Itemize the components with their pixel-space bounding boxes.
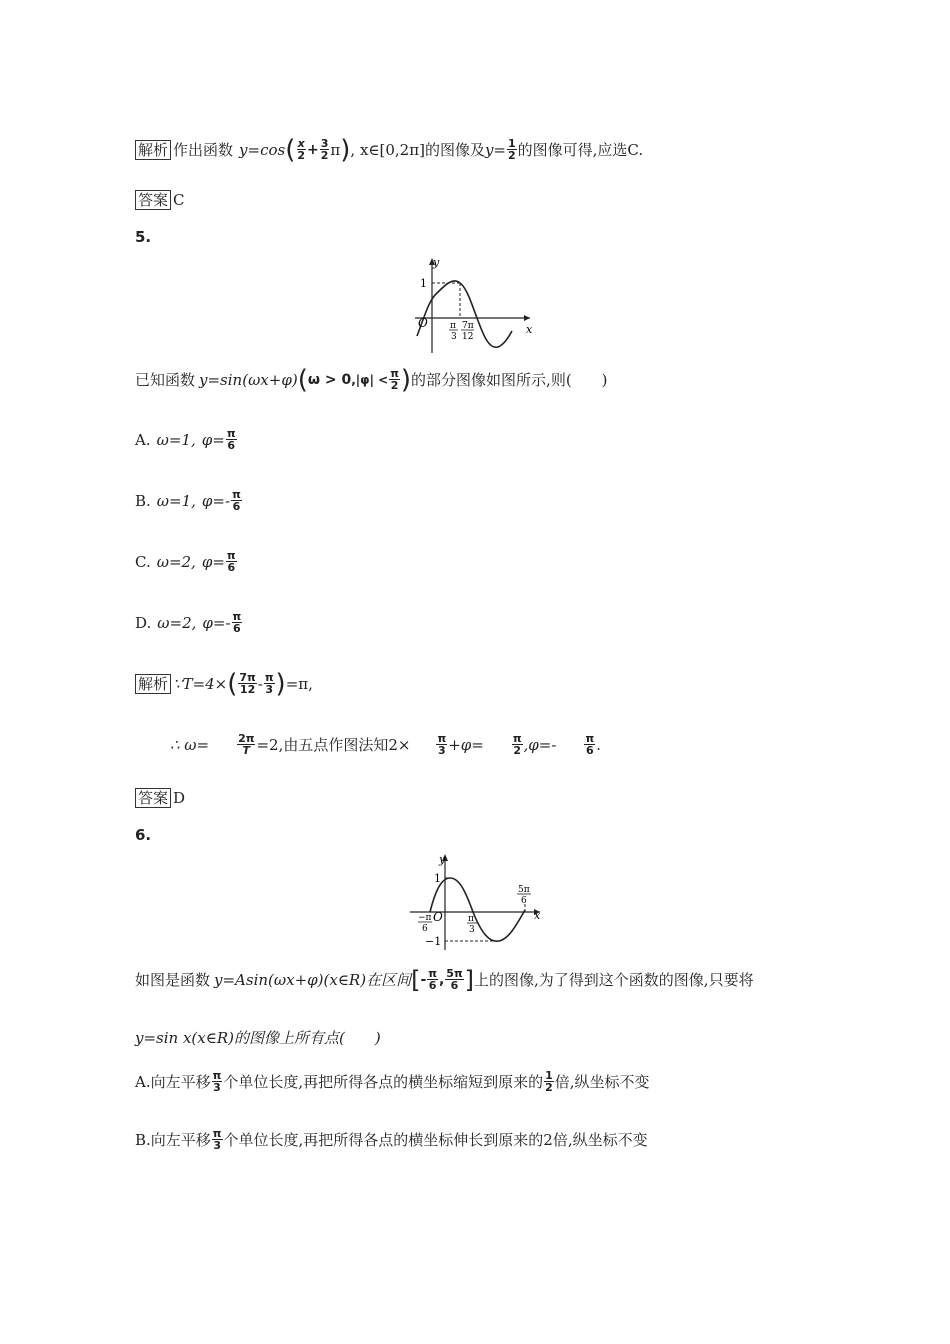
y-axis-label: y: [433, 256, 440, 269]
q5-stem: [135, 364, 608, 395]
answer-tag: 答案: [135, 190, 171, 210]
paren-open: (: [285, 134, 296, 165]
phi-equals: ,φ=-: [523, 735, 557, 754]
analysis-text: 作出函数: [173, 141, 234, 159]
sine-curve: [430, 878, 525, 941]
analysis-tail: 的图像可得,应选C.: [517, 141, 644, 159]
tick-5pi-6-num: 5π: [518, 885, 530, 895]
fraction-5pi-6: $\frac{5\pi}{6}$: [446, 967, 463, 992]
fraction-pi-6: $\frac{\pi}{6}$: [428, 967, 437, 992]
period-mark: .: [596, 735, 601, 754]
option-a-pre: A.向左平移: [135, 1073, 211, 1091]
question-number-5: 5.: [135, 228, 152, 246]
condition-phi: ,|φ| <: [351, 372, 389, 387]
option-omega: ω=2,: [156, 552, 196, 571]
analysis-tag: 解析: [135, 140, 171, 160]
option-label: C.: [135, 552, 151, 571]
stem-post: 上的图像,为了得到这个函数的图像,只要将: [474, 971, 754, 989]
tick-5pi-6-den: 6: [521, 896, 527, 906]
option-phi: φ=: [201, 552, 225, 571]
q4-analysis-line: [135, 134, 644, 165]
x-axis-label: x: [526, 323, 533, 336]
stem-post: 的部分图像如图所示,则( ): [411, 371, 608, 389]
five-point-text: =2,由五点作图法知2×: [256, 736, 411, 754]
stem-pre: 已知函数: [135, 371, 196, 389]
y-equals: y=: [484, 140, 506, 159]
paren-close: ): [400, 364, 412, 395]
option-label: A.: [135, 430, 151, 449]
bracket-open: [: [411, 965, 421, 994]
answer-value: C: [173, 191, 185, 209]
fraction-pi-2: $\frac{\pi}{2}$: [512, 732, 522, 757]
option-b[interactable]: [135, 489, 243, 512]
option-a-post: 倍,纵坐标不变: [554, 1073, 650, 1091]
paren-open: (: [297, 364, 308, 395]
option-a-mid: 个单位长度,再把所得各点的横坐标缩短到原来的: [223, 1073, 544, 1091]
tick-pi-3-den: 3: [451, 332, 457, 342]
tick-pi-3-num: π: [468, 914, 474, 924]
interval-minus: -: [420, 971, 427, 988]
option-a[interactable]: [135, 428, 238, 451]
tick-7pi-12-num: 7π: [462, 321, 474, 331]
stem-pre: 如图是函数: [135, 971, 211, 989]
y-tick-1: 1: [434, 872, 441, 885]
fraction-3-over-2: $\frac{3}{2}$: [320, 137, 329, 162]
plus-phi: +φ=: [448, 735, 484, 754]
x-axis-arrow: [524, 315, 530, 321]
option-fraction: $\frac{\pi}{6}$: [232, 488, 241, 513]
tick-neg-pi-6-num: −π: [418, 913, 432, 923]
bracket-close: ]: [464, 965, 475, 994]
answer-tag: 答案: [135, 788, 171, 808]
tick-pi-3-den: 3: [469, 925, 475, 935]
solution-period: ∵T=4×: [173, 674, 228, 693]
option-omega: ω=2,: [157, 613, 197, 632]
tick-neg-pi-6-den: 6: [422, 924, 428, 934]
q6-option-a[interactable]: [135, 1070, 650, 1093]
option-omega: ω=1,: [156, 491, 196, 510]
q5-analysis-line: [135, 668, 313, 699]
fraction-pi-3: $\frac{\pi}{3}$: [264, 671, 274, 696]
pi-symbol: π: [330, 140, 341, 159]
option-fraction: $\frac{\pi}{6}$: [232, 610, 242, 635]
fraction-pi-over-2: $\frac{\pi}{2}$: [390, 367, 399, 392]
fraction-pi-3: $\frac{\pi}{3}$: [212, 1069, 222, 1094]
option-omega: ω=1,: [156, 430, 196, 449]
domain-text: , x∈[0,2π]的图像及: [350, 141, 485, 159]
function-expression: y=cos: [239, 140, 286, 159]
therefore-omega: ∴ ω=: [170, 735, 210, 754]
fraction-x-over-2: $\frac{x}{2}$: [297, 137, 306, 162]
tick-pi-3-num: π: [450, 321, 456, 331]
y-axis-label: y: [439, 853, 446, 866]
plus-sign: +: [307, 141, 319, 158]
q6-stem: [135, 965, 754, 994]
option-d[interactable]: [135, 611, 243, 634]
fraction-pi-3: $\frac{\pi}{3}$: [437, 732, 447, 757]
tick-7pi-12-den: 12: [462, 332, 474, 342]
option-phi: φ=-: [202, 613, 231, 632]
option-phi: φ=-: [201, 491, 231, 510]
y-tick-neg1: −1: [425, 935, 442, 948]
stem-line2: y=sin x(x∈R)的图像上所有点( ): [135, 1029, 381, 1047]
q4-answer-line: [135, 190, 185, 210]
q5-answer-line: [135, 788, 185, 808]
minus-sign: -: [257, 674, 263, 693]
origin-label: O: [418, 316, 428, 330]
question-number-6: 6.: [135, 826, 152, 844]
stem-function: y=sin(ωx+φ): [199, 370, 298, 389]
option-label: B.: [135, 491, 151, 510]
option-phi: φ=: [201, 430, 225, 449]
q6-stem-line2: [135, 1027, 381, 1048]
q5-solution-line2: [170, 733, 601, 756]
analysis-tag: 解析: [135, 674, 171, 694]
option-label: D.: [135, 613, 152, 632]
fraction-7pi-12: $\frac{7\pi}{12}$: [239, 671, 256, 696]
y-tick-1: 1: [420, 277, 427, 290]
option-fraction: $\frac{\pi}{6}$: [226, 549, 236, 574]
answer-value: D: [173, 789, 186, 807]
fraction-2pi-T: $\frac{2\pi}{T}$: [238, 732, 255, 757]
solution-result: =π,: [285, 674, 313, 693]
x-axis-label: x: [534, 909, 541, 922]
fraction-pi-3: $\frac{\pi}{3}$: [212, 1127, 222, 1152]
fraction-one-half: $\frac{1}{2}$: [508, 137, 516, 162]
q6-option-b[interactable]: [135, 1128, 648, 1151]
option-b-pre: B.向左平移: [135, 1131, 211, 1149]
paren-close: ): [340, 134, 351, 165]
fraction-pi-6: $\frac{\pi}{6}$: [585, 732, 595, 757]
stem-function: y=Asin(ωx+φ)(x∈R)在区间: [214, 971, 412, 989]
q5-graph: [405, 255, 540, 355]
origin-label: O: [433, 910, 443, 924]
fraction-one-half: $\frac{1}{2}$: [545, 1069, 553, 1094]
condition-omega: ω > 0: [307, 371, 352, 388]
paren-open: (: [227, 668, 238, 699]
option-fraction: $\frac{\pi}{6}$: [226, 427, 236, 452]
option-b-post: 个单位长度,再把所得各点的横坐标伸长到原来的2倍,纵坐标不变: [223, 1131, 648, 1149]
paren-close: ): [275, 668, 286, 699]
interval-comma: ,: [438, 971, 445, 988]
option-c[interactable]: [135, 550, 238, 573]
q6-graph: [405, 852, 550, 952]
